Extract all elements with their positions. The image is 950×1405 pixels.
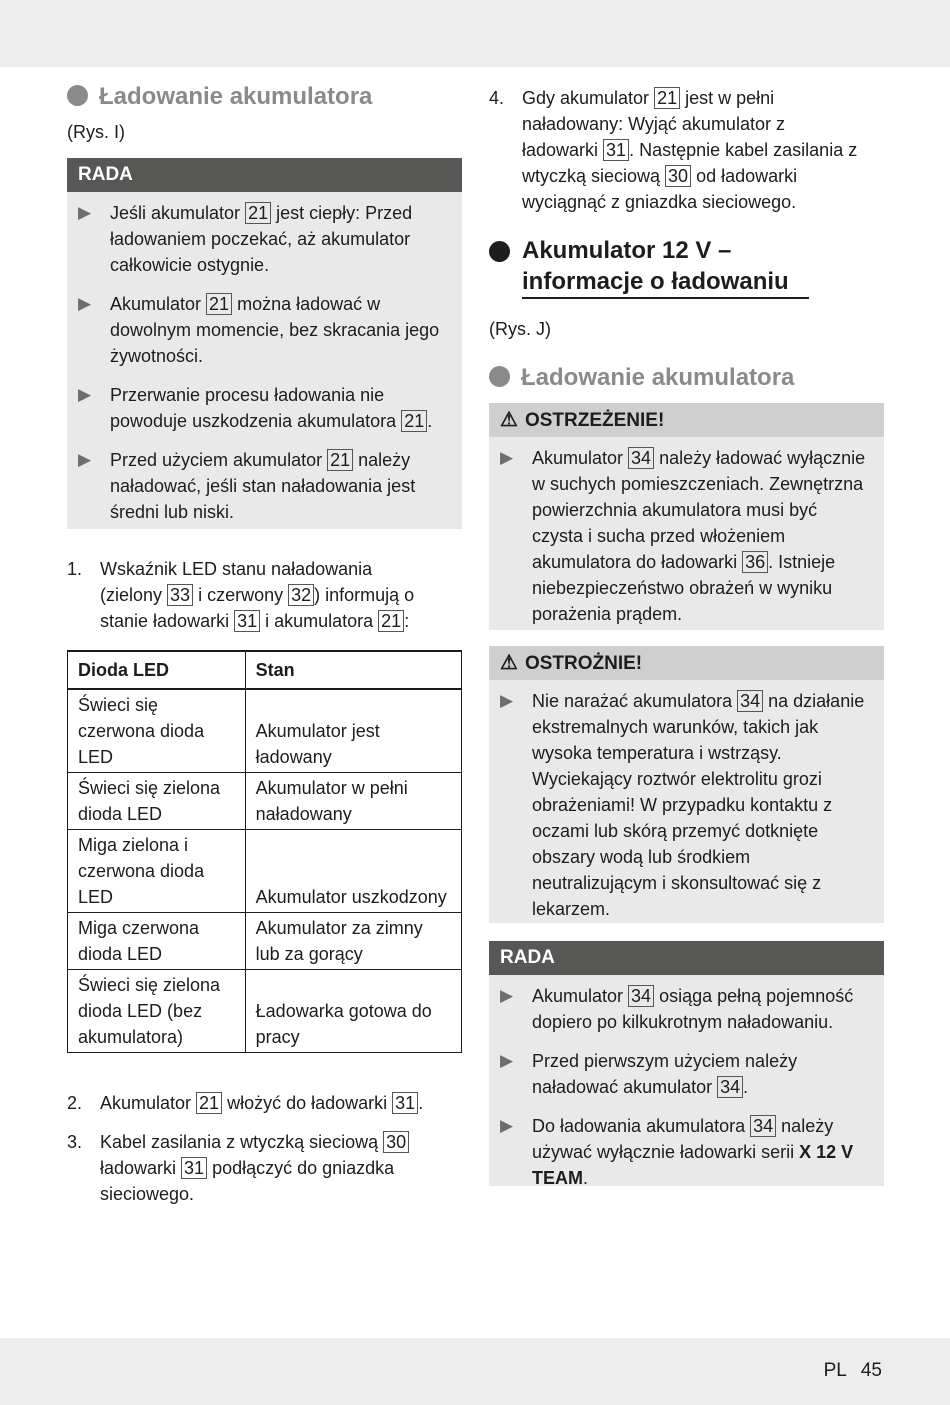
table-header-row — [68, 651, 462, 689]
ref-number: 21 — [401, 410, 427, 432]
triangle-right-icon: ▶ — [500, 986, 514, 1005]
ref-number: 21 — [654, 87, 680, 109]
table-row — [68, 913, 462, 970]
ref-number: 21 — [245, 202, 271, 224]
charger-series-name: X 12 V TEAM — [532, 1142, 854, 1188]
ref-number: 21 — [327, 449, 353, 471]
figure-reference: (Rys. I) — [67, 122, 125, 142]
caution-item: ▶ Nie narażać akumulatora 34 na działanie ekstremalnych warunków, takich jak wysoka temperatura i wstrząsy. Wyciekający roztwór elektrolitu grozi obrażeniami! W przypadku kontaktu z oczami lub skórą przemyć dotknięte obszary wodą lub środkiem neutralizującym i skonsultować się z lekarzem. — [489, 688, 884, 922]
ref-number: 21 — [378, 610, 404, 632]
tip-item: ▶ Przed pierwszym użyciem należy naładować akumulator 34 . — [489, 1048, 884, 1100]
step-3: 3. Kabel zasilania z wtyczką sieciową 30 ładowarki 31 podłączyć do gniazdka sieciowego. — [67, 1129, 439, 1207]
ref-number: 34 — [628, 447, 654, 469]
table-cell: Świeci się czerwona dioda LED — [68, 689, 246, 773]
ref-number: 36 — [742, 551, 768, 573]
ref-number: 30 — [665, 165, 691, 187]
caution-box — [489, 646, 884, 923]
tip-item: ▶ Akumulator 34 osiąga pełną pojemność dopiero po kilkukrotnym naładowaniu. — [489, 983, 884, 1035]
page-footer — [810, 1360, 882, 1382]
main-heading-charging-info: Akumulator 12 V – informacje o ładowaniu — [489, 235, 809, 299]
triangle-right-icon: ▶ — [500, 691, 514, 710]
page-number: 45 — [860, 1360, 882, 1381]
warning-box — [489, 403, 884, 630]
led-status-table — [67, 650, 462, 1053]
triangle-right-icon: ▶ — [500, 1116, 514, 1135]
figure-reference: (Rys. J) — [489, 319, 551, 339]
bullet-dot-icon — [489, 241, 510, 262]
triangle-right-icon: ▶ — [78, 294, 92, 313]
ref-number: 30 — [383, 1131, 409, 1153]
tip-box — [489, 941, 884, 1186]
step-4: 4. Gdy akumulator 21 jest w pełni naładowany: Wyjąć akumulator z ładowarki 31 . Następnie kabel zasilania z wtyczką sieciową 30 od ładowarki wyciągnąć z gniazdka sieciowego. — [489, 88, 858, 212]
table-cell: Akumulator jest ładowany — [245, 689, 461, 773]
ref-number: 34 — [717, 1076, 743, 1098]
ref-number: 21 — [206, 293, 232, 315]
table-row — [68, 970, 462, 1053]
table-cell: Akumulator uszkodzony — [245, 830, 461, 913]
ref-number: 31 — [392, 1092, 418, 1114]
ref-number: 31 — [181, 1157, 207, 1179]
table-header: Dioda LED — [68, 651, 246, 689]
bullet-dot-icon — [489, 366, 510, 387]
table-cell: Świeci się zielona dioda LED (bez akumulatora) — [68, 970, 246, 1053]
caution-box-title: ⚠ OSTROŻNIE! — [489, 646, 884, 680]
warning-box-title: ⚠ OSTRZEŻENIE! — [489, 403, 884, 437]
step-1: 1. Wskaźnik LED stanu naładowania (zielony 33 i czerwony 32 ) informują o stanie ładowarki 31 i akumulatora 21 : — [67, 559, 415, 631]
table-header: Stan — [245, 651, 461, 689]
tip-item: ▶ Przerwanie procesu ładowania nie powoduje uszkodzenia akumulatora 21 . — [67, 382, 462, 434]
ref-number: 33 — [167, 584, 193, 606]
ref-number: 21 — [196, 1092, 222, 1114]
top-band — [0, 0, 950, 67]
table-cell: Świeci się zielona dioda LED — [68, 773, 246, 830]
warning-item: ▶ Akumulator 34 należy ładować wyłącznie w suchych pomieszczeniach. Zewnętrzna powierzchnia akumulatora musi być czysta i sucha przed włożeniem akumulatora do ładowarki 36 . Istnieje niebezpieczeństwo obrażeń w wyniku porażenia prądem. — [489, 445, 884, 627]
tip-item: ▶ Do ładowania akumulatora 34 należy używać wyłącznie ładowarki serii X 12 V TEAM. — [489, 1113, 884, 1191]
triangle-right-icon: ▶ — [78, 450, 92, 469]
triangle-right-icon: ▶ — [500, 448, 514, 467]
step-2: 2. Akumulator 21 włożyć do ładowarki 31 . — [67, 1093, 424, 1113]
table-cell: Miga czerwona dioda LED — [68, 913, 246, 970]
section-heading-charging: Ładowanie akumulatora — [489, 364, 794, 392]
tip-box-title: RADA — [67, 158, 462, 192]
ref-number: 31 — [603, 139, 629, 161]
table-cell: Akumulator w pełni naładowany — [245, 773, 461, 830]
warning-triangle-icon: ⚠ — [500, 409, 518, 431]
table-cell: Ładowarka gotowa do pracy — [245, 970, 461, 1053]
bullet-dot-icon — [67, 85, 88, 106]
triangle-right-icon: ▶ — [500, 1051, 514, 1070]
tip-item: ▶ Przed użyciem akumulator 21 należy naładować, jeśli stan naładowania jest średni lub niski. — [67, 447, 462, 525]
triangle-right-icon: ▶ — [78, 385, 92, 404]
table-cell: Akumulator za zimny lub za gorący — [245, 913, 461, 970]
ref-number: 34 — [628, 985, 654, 1007]
tip-item: ▶ Jeśli akumulator 21 jest ciepły: Przed ładowaniem poczekać, aż akumulator całkowicie ostygnie. — [67, 200, 462, 278]
warning-triangle-icon: ⚠ — [500, 652, 518, 674]
bottom-band — [0, 1338, 950, 1405]
triangle-right-icon: ▶ — [78, 203, 92, 222]
table-row — [68, 830, 462, 913]
tip-box — [67, 158, 462, 529]
table-row — [68, 773, 462, 830]
ref-number: 32 — [288, 584, 314, 606]
section-heading-charging: Ładowanie akumulatora — [67, 83, 372, 111]
language-code: PL — [823, 1360, 847, 1381]
tip-item: ▶ Akumulator 21 można ładować w dowolnym momencie, bez skracania jego żywotności. — [67, 291, 462, 369]
tip-box-title: RADA — [489, 941, 884, 975]
ref-number: 34 — [750, 1115, 776, 1137]
table-row — [68, 689, 462, 773]
table-cell: Miga zielona i czerwona dioda LED — [68, 830, 246, 913]
ref-number: 34 — [737, 690, 763, 712]
ref-number: 31 — [234, 610, 260, 632]
